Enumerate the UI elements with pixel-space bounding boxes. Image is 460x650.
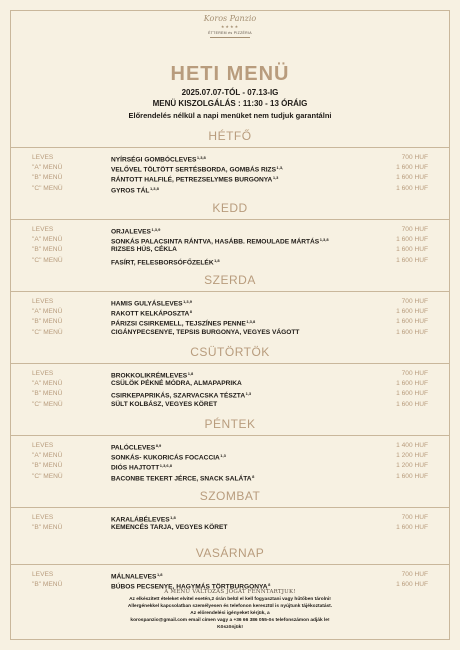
service-hours: MENÜ KISZOLGÁLÁS : 11:30 - 13 ÓRÁIG [152,99,308,108]
dish-text: NYÍRSÉGI GOMBÓCLEVES [111,156,197,164]
logo-subtitle: ÉTTEREM és PIZZÉRIA [208,31,252,35]
day-divider [10,435,450,436]
allergen-codes: 1,3 [245,391,252,397]
dish-text: KARALÁBÉLEVES [111,516,170,524]
allergen-codes: 8 [268,582,271,588]
menu-category: "A" MENÜ [32,380,63,388]
price: 1 200 HUF [396,462,428,470]
menu-item [0,523,460,533]
dish-text: BÚBOS PECSENYE, HAGYMÁS TÖRTBURGONYA [111,583,268,591]
dish-text: HAMIS GULYÁSLEVES [111,300,183,308]
dish-text: RÁNTOTT HALFILÉ, PETREZSELYMES BURGONYA [111,176,273,184]
menu-item [0,472,460,482]
dish-text: DIÓS HAJTOTT [111,464,160,472]
menu-items [0,369,460,410]
day-divider [10,147,450,148]
day-heading: CSÜTÖRTÖK [190,345,270,359]
price: 700 HUF [401,571,428,578]
allergen-codes: 1,3 [272,175,279,181]
menu-category: LEVES [32,571,54,578]
price: 1 600 HUF [396,246,428,254]
menu-item [0,400,460,410]
price: 1 600 HUF [396,236,428,244]
price: 1 600 HUF [396,390,428,398]
allergen-codes: 1,8 [170,515,176,520]
menu-item [0,245,460,255]
menu-item [0,235,460,245]
dish-text: KEMENCÉS TARJA, VEGYES KÖRET [111,524,228,532]
price: 1 600 HUF [396,524,428,532]
menu-item [0,441,460,451]
dish-text: RIZSES HÚS, CÉKLA [111,246,177,254]
dish-text: CIGÁNYPECSENYE, TEPSIS BURGONYA, VEGYES VÁGOTT [111,328,300,336]
dish-text: SONKÁS PALACSINTA RÁNTVA, HASÁBB. REMOULADE MÁRTÁS [111,238,320,246]
dish-name [111,379,242,389]
day-section [0,546,460,590]
dish-text: ORJALEVES [111,228,151,236]
menu-item [0,328,460,338]
allergen-codes: 1,3,9 [151,227,161,232]
menu-category: "B" MENÜ [32,246,63,254]
menu-item [0,570,460,580]
price: 700 HUF [401,514,428,521]
menu-item [0,307,460,317]
dish-text: BROKKOLIKRÉMLEVES [111,372,188,380]
price: 700 HUF [401,226,428,233]
dish-text: VELŐVEL TÖLTÖTT SERTÉSBORDA, GOMBÁS RIZS [111,166,276,174]
menu-item [0,173,460,183]
menu-item [0,379,460,389]
allergen-codes: 1,8 [187,371,194,376]
menu-items [0,570,460,590]
menu-item [0,513,460,523]
menu-item [0,225,460,235]
menu-item [0,317,460,327]
day-section [0,417,460,482]
dish-name [111,256,220,269]
menu-category: "C" MENÜ [32,256,63,264]
dish-name [111,184,159,197]
price: 1 600 HUF [396,472,428,480]
menu-category: "A" MENÜ [32,236,63,244]
day-divider [10,219,450,220]
footer-line: Az előrendelési igényeket kérjük, a [190,611,270,616]
day-heading: SZOMBAT [199,489,261,503]
menu-category: LEVES [32,226,54,233]
menu-item [0,297,460,307]
day-heading: HÉTFŐ [208,129,252,143]
price: 1 600 HUF [396,174,428,182]
day-divider [10,507,450,508]
allergen-codes: 1,3 [220,453,226,459]
allergen-codes: 1,8 [214,257,220,263]
menu-category: LEVES [32,514,54,521]
dish-text: PÁRIZSI CSIRKEMELL, TEJSZÍNES PENNE [111,320,246,328]
price: 1 600 HUF [396,400,428,408]
menu-category: "B" MENÜ [32,581,63,589]
dish-name [111,245,177,255]
dish-name [111,523,227,533]
footer-line: korospanzio@gmail.com email címen vagy a +36 66 386 055-ös telefonszámon adják le! [130,618,330,623]
dish-name [111,400,217,410]
allergen-codes: 1,3,8 [319,237,329,243]
menu-items [0,153,460,194]
allergen-codes: 1,3,8 [149,185,159,191]
menu-category: "B" MENÜ [32,390,63,398]
footer-line: Az elkészített ételeket elvitel esetén,2 órán belül el kell fogyasztani vagy hűtőben tárolni! [129,597,331,602]
menu-item [0,451,460,461]
day-heading: KEDD [212,201,248,215]
price: 1 600 HUF [396,308,428,316]
allergen-codes: 1,3,8 [246,319,256,325]
day-heading: SZERDA [204,273,256,287]
menu-category: LEVES [32,442,54,449]
menu-category: "A" MENÜ [32,452,63,460]
menu-category: "C" MENÜ [32,328,63,336]
dish-text: BACONBE TEKERT JÉRCE, SNACK SALÁTA [111,475,252,483]
allergen-codes: 1,3,8 [196,155,206,160]
menu-category: "A" MENÜ [32,164,63,172]
price: 1 600 HUF [396,256,428,264]
dish-text: GYROS TÁL [111,187,150,195]
menu-items [0,513,460,533]
allergen-codes: 8 [189,309,192,315]
day-section [0,345,460,410]
price: 1 600 HUF [396,318,428,326]
menu-item [0,184,460,194]
menu-category: "B" MENÜ [32,174,63,182]
price: 1 600 HUF [396,581,428,589]
price: 1 600 HUF [396,184,428,192]
allergen-codes: 1,3,9 [183,299,192,304]
menu-category: LEVES [32,154,54,161]
logo-stars: ★★★★ [220,24,240,29]
dish-text: SONKÁS- KUKORICÁS FOCACCIA [111,454,220,462]
allergen-codes: 1,3,6,8 [159,463,172,469]
footer [0,589,460,631]
menu-item [0,389,460,399]
price: 700 HUF [401,370,428,377]
menu-category: "C" MENÜ [32,400,63,408]
menu-items [0,441,460,482]
dish-text: MÁLNALEVES [111,573,157,581]
dish-name [111,328,299,338]
footer-heading: A MENÜ VÁLTOZÁS JOGÁT FENNTARTJUK! [164,589,296,595]
menu-item [0,153,460,163]
dish-text: PALÓCLEVES [111,444,156,452]
dish-text: CSÜLÖK PÉKNÉ MÓDRA, ALMAPAPRIKA [111,380,242,388]
day-divider [10,291,450,292]
price: 700 HUF [401,298,428,305]
page-title: HETI MENÜ [170,63,290,85]
menu-category: LEVES [32,298,54,305]
day-divider [10,564,450,565]
menu-category: "A" MENÜ [32,308,63,316]
menu-item [0,461,460,471]
dish-text: FASÍRT, FELESBORSÓFŐZELÉK [111,259,214,267]
menu-items [0,225,460,266]
menu-category: LEVES [32,370,54,377]
menu-item [0,256,460,266]
menu-category: "C" MENÜ [32,184,63,192]
day-section [0,489,460,533]
day-heading: PÉNTEK [204,417,256,431]
day-heading: VASÁRNAP [195,546,265,560]
dish-text: RAKOTT KELKÁPOSZTA [111,310,190,318]
menu-item [0,369,460,379]
price: 1 200 HUF [396,452,428,460]
price: 1 400 HUF [396,442,428,449]
dish-text: SÜLT KOLBÁSZ, VEGYES KÖRET [111,400,218,408]
dish-name [111,472,254,485]
allergen-codes: 8,9 [155,443,162,448]
dish-text: CSIRKEPAPRIKÁS, SZARVACSKA TÉSZTA [111,392,246,400]
price: 1 600 HUF [396,164,428,172]
menu-category: "B" MENÜ [32,318,63,326]
allergen-codes: 8 [252,473,255,479]
footer-line: Köszönjük! [217,625,243,630]
price: 700 HUF [401,154,428,161]
menu-category: "B" MENÜ [32,524,63,532]
day-section [0,129,460,194]
menu-items [0,297,460,338]
preorder-note: Előrendelés nélkül a napi menüket nem tudjuk garantálni [128,111,332,120]
footer-line: Allergénekkel kapcsolatban személyesen és telefonon keresztül is nyújtunk tájékoztatást. [127,604,333,609]
menu-category: "C" MENÜ [32,472,63,480]
price: 1 600 HUF [396,380,428,388]
allergen-codes: 1,8 [156,572,163,577]
menu-category: "B" MENÜ [32,462,63,470]
price: 1 600 HUF [396,328,428,336]
day-divider [10,363,450,364]
logo-divider [210,37,250,38]
day-section [0,273,460,338]
menu-item [0,163,460,173]
allergen-codes: 1,3, [276,165,284,171]
logo-script: Koros Panzio [203,14,257,23]
day-section [0,201,460,266]
date-range: 2025.07.07-TÓL - 07.13-IG [181,88,279,97]
restaurant-logo [200,14,260,54]
